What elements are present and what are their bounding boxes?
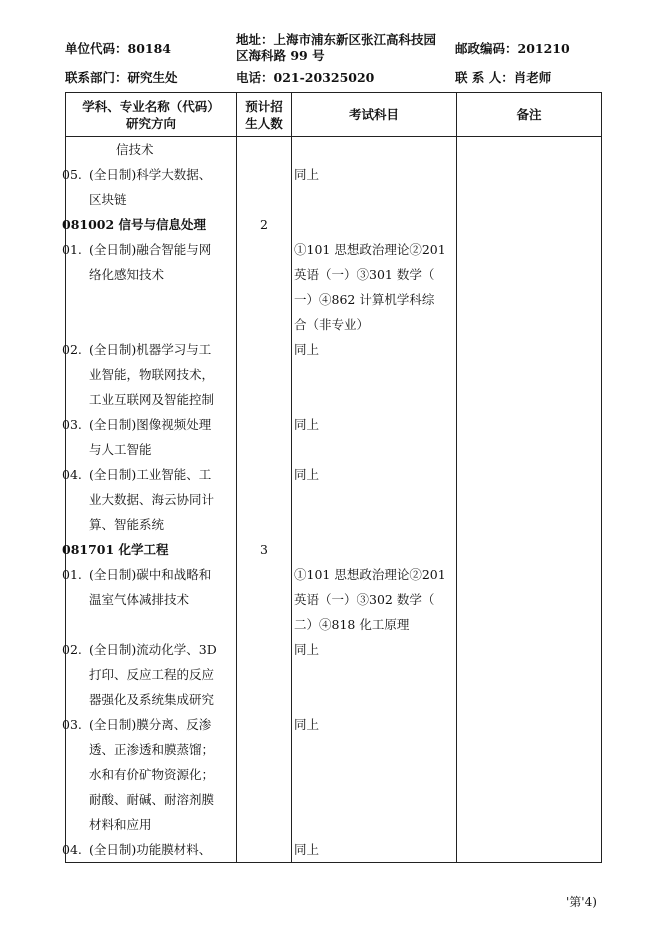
direction-number: 03. — [62, 417, 82, 432]
col-header-line: 预计招 — [245, 98, 283, 114]
col-header-major — [66, 93, 237, 137]
exam-line: 同上 — [294, 842, 320, 857]
major-cell — [62, 162, 237, 212]
col-header-count — [237, 93, 292, 137]
note-cell — [457, 162, 602, 212]
direction-line — [89, 612, 236, 637]
major-cell — [62, 637, 237, 712]
enrollment-count — [237, 837, 292, 863]
table-row — [66, 412, 602, 462]
major-cell — [62, 837, 237, 863]
note-cell — [457, 462, 602, 537]
exam-line: ①101 思想政治理论②201 — [294, 242, 446, 257]
direction-line: 业大数据、海云协同计 — [89, 492, 215, 507]
phone: 电话：021-20325020 — [236, 70, 375, 85]
page-number: '第'4) — [566, 895, 597, 909]
exam-line: 同上 — [294, 167, 320, 182]
exam-line: 二）④818 化工原理 — [294, 617, 410, 632]
direction-number: 01. — [62, 567, 82, 582]
exam-cell — [292, 712, 457, 837]
note-cell — [457, 562, 602, 637]
direction-number: 03. — [62, 717, 82, 732]
note-cell — [457, 837, 602, 863]
direction-line: 与人工智能 — [89, 442, 152, 457]
direction-line: 耐酸、耐碱、耐溶剂膜 — [89, 792, 215, 807]
major-cell — [62, 337, 237, 412]
exam-cell — [292, 637, 457, 712]
direction-number: 02. — [62, 642, 82, 657]
exam-cell — [292, 562, 457, 637]
major-cell — [62, 237, 237, 337]
major-cell — [62, 537, 237, 562]
exam-cell — [292, 412, 457, 462]
major-cell — [62, 562, 237, 637]
enrollment-count — [237, 462, 292, 537]
note-cell — [457, 412, 602, 462]
exam-line: 英语（一）③302 数学（ — [294, 592, 435, 607]
major-cell — [62, 462, 237, 537]
enrollment-count: 3 — [237, 537, 292, 562]
address-line: 地址：上海市浦东新区张江高科技园 — [236, 32, 437, 47]
table-row — [66, 137, 602, 163]
department: 联系部门：研究生处 — [65, 70, 178, 85]
direction-number: 02. — [62, 342, 82, 357]
note-cell — [457, 212, 602, 237]
direction-line: (全日制)机器学习与工 — [89, 342, 212, 357]
contact: 联 系 人：肖老师 — [455, 70, 552, 85]
direction-number: 05. — [62, 167, 82, 182]
exam-line: 同上 — [294, 342, 320, 357]
table-row — [66, 462, 602, 537]
exam-cell — [292, 537, 457, 562]
enrollment-count — [237, 162, 292, 212]
direction-line: (全日制)图像视频处理 — [89, 417, 212, 432]
direction-line: 工业互联网及智能控制 — [89, 392, 215, 407]
unit-code: 单位代码：80184 — [65, 41, 171, 56]
enrollment-count — [237, 137, 292, 163]
direction-line: 信技术 — [116, 142, 154, 157]
exam-line: 英语（一）③301 数学（ — [294, 267, 435, 282]
major-cell — [62, 212, 237, 237]
table-row — [66, 837, 602, 863]
exam-cell — [292, 462, 457, 537]
note-cell — [457, 712, 602, 837]
exam-line: 合（非专业） — [294, 317, 370, 332]
direction-line: (全日制)膜分离、反渗 — [89, 717, 212, 732]
direction-line: (全日制)流动化学、3D — [89, 642, 217, 657]
table-row — [66, 237, 602, 337]
table-row — [66, 337, 602, 412]
enrollment-count — [237, 237, 292, 337]
exam-line: ①101 思想政治理论②201 — [294, 567, 446, 582]
direction-line: (全日制)碳中和战略和 — [89, 567, 212, 582]
table-row — [66, 537, 602, 562]
major-name: 081701 化学工程 — [62, 542, 169, 557]
enrollment-count — [237, 337, 292, 412]
table-row — [66, 712, 602, 837]
col-header-note: 备注 — [457, 93, 602, 137]
exam-cell — [292, 237, 457, 337]
note-cell — [457, 637, 602, 712]
note-cell — [457, 237, 602, 337]
exam-line: 同上 — [294, 642, 320, 657]
exam-cell — [292, 337, 457, 412]
major-cell — [66, 137, 237, 163]
enrollment-count — [237, 637, 292, 712]
direction-line: (全日制)融合智能与网 — [89, 242, 212, 257]
direction-line: 络化感知技术 — [89, 267, 165, 282]
note-cell — [457, 337, 602, 412]
address — [236, 32, 436, 64]
direction-line: 器强化及系统集成研究 — [89, 692, 215, 707]
enrollment-count — [237, 562, 292, 637]
address-line: 区海科路 99 号 — [236, 48, 325, 63]
note-cell — [457, 537, 602, 562]
col-header-line: 生人数 — [245, 115, 283, 131]
note-cell — [457, 137, 602, 163]
direction-line: 打印、反应工程的反应 — [89, 667, 215, 682]
direction-line: 业智能，物联网技术， — [89, 367, 215, 382]
enrollment-count: 2 — [237, 212, 292, 237]
direction-line: 区块链 — [89, 192, 127, 207]
exam-cell — [292, 137, 457, 163]
direction-number: 04. — [62, 467, 82, 482]
direction-number — [62, 137, 89, 162]
col-header-line: 研究方向 — [125, 115, 176, 131]
direction-line: 透、正渗透和膜蒸馏； — [89, 742, 215, 757]
major-name: 081002 信号与信息处理 — [62, 217, 207, 232]
exam-cell — [292, 212, 457, 237]
direction-line: (全日制)功能膜材料、 — [89, 842, 212, 857]
major-cell — [62, 712, 237, 837]
col-header-exam: 考试科目 — [292, 93, 457, 137]
table-row — [66, 637, 602, 712]
major-cell — [62, 412, 237, 462]
exam-line: 同上 — [294, 717, 320, 732]
enrollment-count — [237, 712, 292, 837]
direction-line: (全日制)科学大数据、 — [89, 167, 212, 182]
table-row — [66, 562, 602, 637]
direction-line: 材料和应用 — [89, 817, 152, 832]
enrollment-count — [237, 412, 292, 462]
direction-line: 温室气体减排技术 — [89, 592, 190, 607]
exam-line: 同上 — [294, 417, 320, 432]
admissions-table — [62, 92, 602, 863]
exam-cell — [292, 837, 457, 863]
exam-line: 一）④862 计算机学科综 — [294, 292, 435, 307]
col-header-line: 学科、专业名称（代码） — [82, 98, 220, 114]
direction-line: 水和有价矿物资源化； — [89, 767, 215, 782]
table-row — [66, 162, 602, 212]
postcode: 邮政编码：201210 — [455, 41, 570, 56]
exam-line: 同上 — [294, 467, 320, 482]
direction-number: 04. — [62, 842, 82, 857]
direction-number: 01. — [62, 242, 82, 257]
direction-line: (全日制)工业智能、工 — [89, 467, 212, 482]
table-row — [66, 212, 602, 237]
exam-cell — [292, 162, 457, 212]
direction-line: 算、智能系统 — [89, 517, 165, 532]
